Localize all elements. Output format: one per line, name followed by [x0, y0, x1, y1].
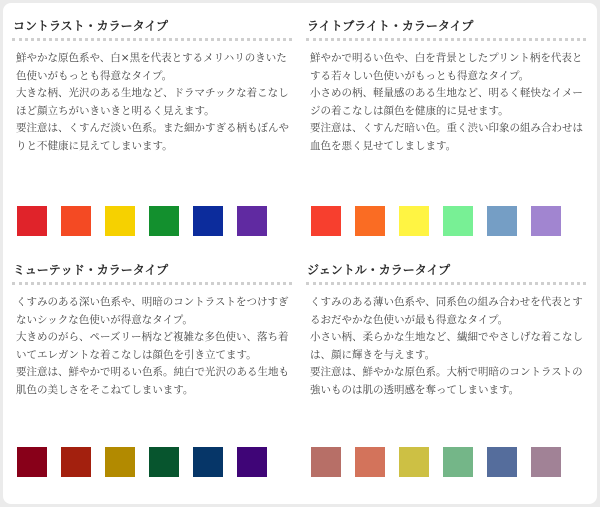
- dotted-divider: [306, 282, 586, 285]
- section-title: ライトブライト・カラータイプ: [307, 19, 474, 33]
- color-swatch: [61, 206, 91, 236]
- color-swatch: [531, 206, 561, 236]
- color-swatch: [399, 206, 429, 236]
- description-paragraph: 要注意は、鮮やかで明るい色系。純白で光沢のある生地も肌色の美しさをそこねてしまいます。: [16, 366, 289, 396]
- description-paragraph: 鮮やかで明るい色や、白を背景としたプリント柄を代表とする若々しい色使いがもっとも得意なタイプ。: [310, 52, 583, 82]
- section-title: ジェントル・カラータイプ: [307, 263, 451, 277]
- description-paragraph: 鮮やかな原色系や、白×黒を代表とするメリハリのきいた色使いがもっとも得意なタイプ。: [16, 52, 287, 82]
- description-paragraph: 小さい柄、柔らかな生地など、繊細でやさしげな着こなしは、顔に輝きを与えます。: [310, 331, 583, 361]
- color-swatch-row: [17, 206, 267, 236]
- color-swatch: [237, 447, 267, 477]
- section-description: [16, 294, 292, 400]
- dotted-divider: [12, 282, 292, 285]
- color-swatch-row: [311, 447, 561, 477]
- color-swatch: [443, 447, 473, 477]
- color-swatch: [193, 206, 223, 236]
- color-swatch: [149, 447, 179, 477]
- description-paragraph: くすみのある薄い色系や、同系色の組み合わせを代表とするおだやかな色使いが最も得意なタイプ。: [310, 296, 583, 326]
- description-paragraph: くすみのある深い色系や、明暗のコントラストをつけすぎないシックな色使いが得意なタイプ。: [16, 296, 289, 326]
- description-paragraph: 大きな柄、光沢のある生地など、ドラマチックな着こなしほど顔立ちがいきいきと明るく見えます。: [16, 87, 289, 117]
- section-description: [16, 50, 292, 156]
- description-paragraph: 要注意は、鮮やかな原色系。大柄で明暗のコントラストの強いものは肌の透明感を奪ってしまいます。: [310, 366, 583, 396]
- color-swatch: [17, 447, 47, 477]
- color-swatch: [443, 206, 473, 236]
- description-paragraph: 要注意は、くすんだ淡い色系。また細かすぎる柄もぼんやりと不健康に見えてしまいます。: [16, 122, 289, 152]
- color-swatch: [355, 206, 385, 236]
- color-swatch: [487, 206, 517, 236]
- color-swatch: [399, 447, 429, 477]
- color-types-panel: [3, 3, 597, 504]
- description-paragraph: 要注意は、くすんだ暗い色。重く渋い印象の組み合わせは血色を悪く見せてしまします。: [310, 122, 583, 152]
- color-swatch: [149, 206, 179, 236]
- color-swatch: [17, 206, 47, 236]
- color-swatch: [105, 206, 135, 236]
- color-swatch: [237, 206, 267, 236]
- section-muted: [12, 260, 292, 400]
- section-description: [310, 50, 586, 156]
- description-paragraph: 大きめのがら、ペーズリー柄など複雑な多色使い、落ち着いてエレガントな着こなしは顔色を引き立てます。: [16, 331, 289, 361]
- color-swatch: [105, 447, 135, 477]
- color-swatch-row: [311, 206, 561, 236]
- section-contrast: [12, 16, 292, 156]
- color-swatch: [311, 447, 341, 477]
- color-swatch: [311, 206, 341, 236]
- description-paragraph: 小さめの柄、軽量感のある生地など、明るく軽快なイメージの着こなしは顔色を健康的に見せます。: [310, 87, 583, 117]
- color-swatch: [61, 447, 91, 477]
- dotted-divider: [306, 38, 586, 41]
- section-light-bright: [306, 16, 586, 156]
- color-swatch: [355, 447, 385, 477]
- section-title: コントラスト・カラータイプ: [13, 19, 169, 33]
- color-swatch-row: [17, 447, 267, 477]
- dotted-divider: [12, 38, 292, 41]
- color-swatch: [531, 447, 561, 477]
- color-swatch: [193, 447, 223, 477]
- section-gentle: [306, 260, 586, 400]
- section-title: ミューテッド・カラータイプ: [13, 263, 169, 277]
- color-swatch: [487, 447, 517, 477]
- section-description: [310, 294, 586, 400]
